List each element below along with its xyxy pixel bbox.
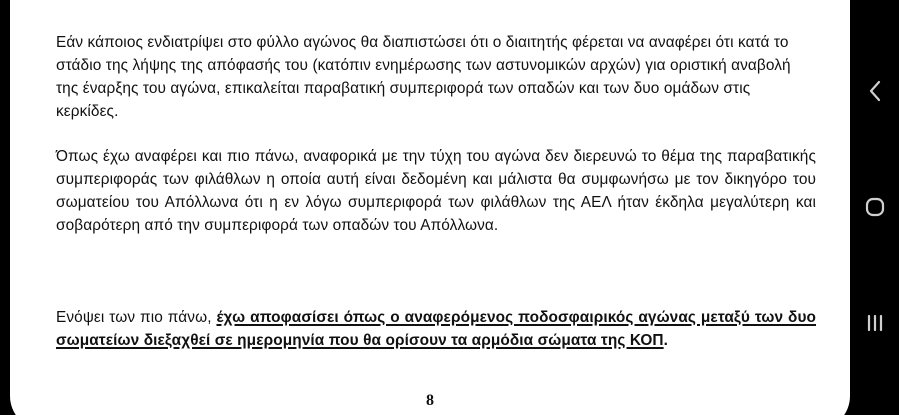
paragraph-2: Όπως έχω αναφέρει και πιο πάνω, αναφορικά με την τύχη του αγώνα δεν διερευνώ το θέμα της παραβατικής συμπεριφοράς των φιλάθλων η οποία αυτή είναι δεδομένη και μάλιστα θα συμφωνήσω με τον δικηγόρο του σωματείου του Απόλλωνα ότι η εν λόγω συμπεριφορά των φιλάθλων της ΑΕΛ ήταν έκδηλα μεγαλύτερη και σοβαρότερη από την συμπεριφορά των οπαδών του Απόλλωνα. [56, 148, 816, 234]
navigation-bar [850, 0, 899, 415]
home-circle-icon [864, 196, 886, 218]
paragraph-3-intro: Ενόψει των πιο πάνω, [56, 309, 217, 326]
paragraph-3-decision: έχω αποφασίσει όπως ο αναφερόμενος ποδοσφαιρικός αγώνας μεταξύ των δυο σωματείων διεξαχθεί σε ημερομηνία που θα ορίσουν τα αρμόδια σώματα της ΚΟΠ [56, 309, 816, 349]
document-page [10, 0, 850, 415]
back-button[interactable] [850, 71, 899, 111]
home-button[interactable] [850, 187, 899, 227]
paragraph-3-end: . [663, 332, 669, 349]
page-number: 8 [426, 392, 434, 409]
paragraph-3 [56, 306, 816, 352]
paragraph-1: Εάν κάποιος ενδιατρίψει στο φύλλο αγώνος θα διαπιστώσει ότι ο διαιτητής φέρεται να αναφέρει ότι κατά το στάδιο της λήψης της απόφασής του (κατόπιν ενημέρωσης των αστυνομικών αρχών) για οριστική αναβολή της έναρξης του αγώνα, επικαλείται παραβατική συμπεριφορά των οπαδών και των δυο ομάδων στις κερκίδες. [56, 34, 791, 120]
recents-bars-icon [865, 313, 885, 333]
recents-button[interactable] [850, 303, 899, 343]
chevron-left-icon [868, 80, 882, 102]
